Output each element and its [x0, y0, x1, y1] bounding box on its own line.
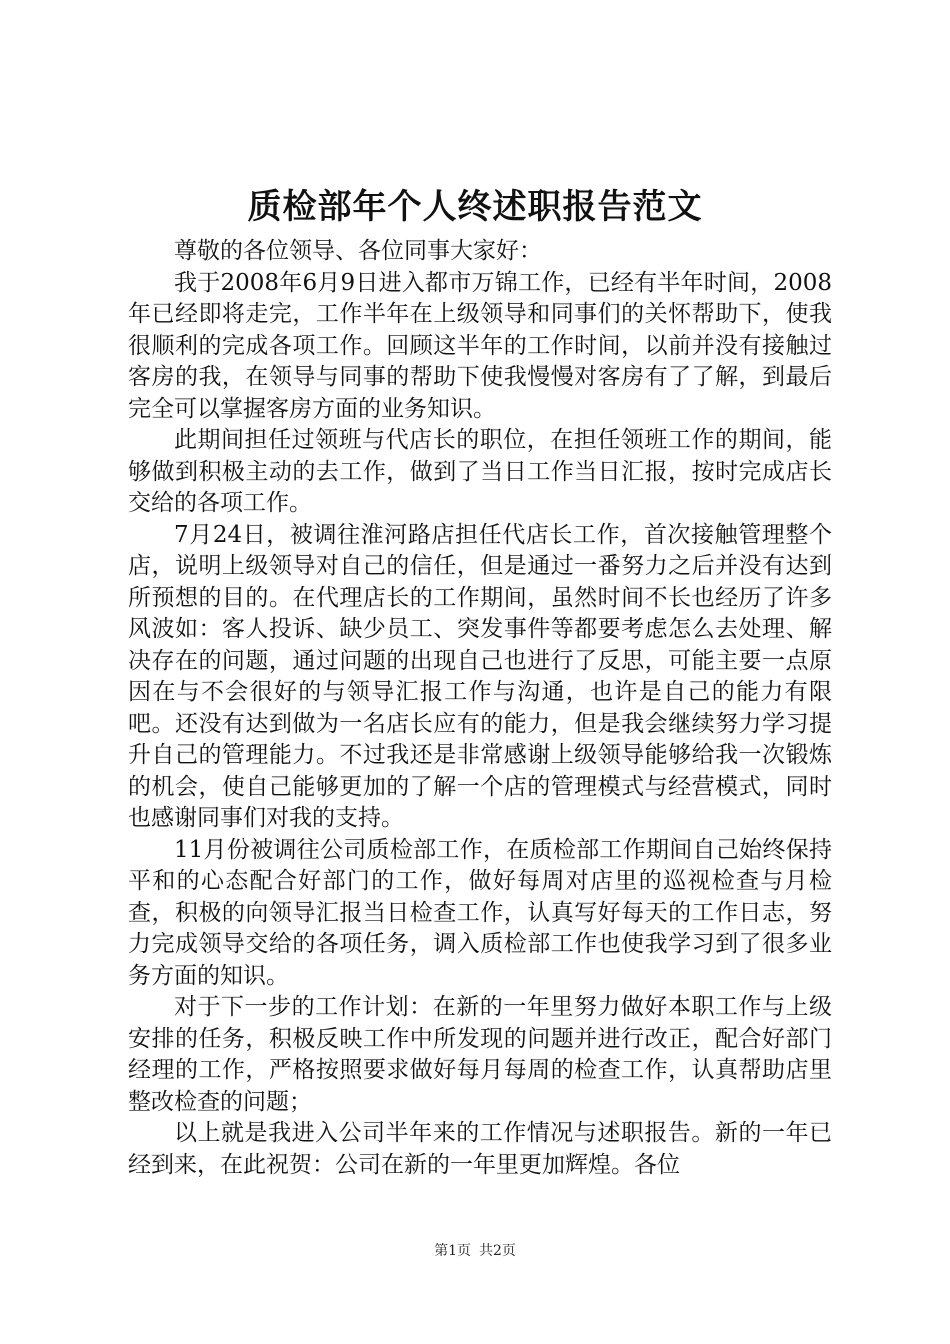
body-paragraph-plan: 对于下一步的工作计划：在新的一年里努力做好本职工作与上级安排的任务，积极反映工作中所发现的问题并进行改正，配合好部门经理的工作，严格按照要求做好每月每周的检查工作，认真帮助店里整改检查的问题； [128, 994, 832, 1115]
body-paragraph-quality-dept: 11月份被调往公司质检部工作，在质检部工作期间自己始终保持平和的心态配合好部门的工作，做好每周对店里的巡视检查与月检查，积极的向领导汇报当日检查工作，认真写好每天的工作日志，努力完成领导交给的各项任务，调入质检部工作也使我学习到了很多业务方面的知识。 [128, 836, 832, 989]
body-paragraph-closing: 以上就是我进入公司半年来的工作情况与述职报告。新的一年已经到来，在此祝贺：公司在新的一年里更加辉煌。各位 [128, 1120, 832, 1178]
body-paragraph-acting-manager: 7月24日，被调往淮河路店担任代店长工作，首次接触管理整个店，说明上级领导对自己的信任，但是通过一番努力之后并没有达到所预想的目的。在代理店长的工作期间，虽然时间不长也经历了许多风波如：客人投诉、缺少员工、突发事件等都要考虑怎么去处理、解决存在的问题，通过问题的出现自己也进行了反思，可能主要一点原因在与不会很好的与领导汇报工作与沟通，也许是自己的能力有限吧。还没有达到做为一名店长应有的能力，但是我会继续努力学习提升自己的管理能力。不过我还是非常感谢上级领导能够给我一次锻炼的机会，使自己能够更加的了解一个店的管理模式与经营模式，同时也感谢同事们对我的支持。 [128, 521, 832, 831]
greeting-paragraph: 尊敬的各位领导、各位同事大家好： [174, 238, 542, 264]
page-footer [0, 1241, 950, 1261]
document-body [128, 236, 832, 1181]
body-paragraph-intro: 我于2008年6月9日进入都市万锦工作，已经有半年时间，2008年已经即将走完，工作半年在上级领导和同事们的关怀帮助下，使我很顺利的完成各项工作。回顾这半年的工作时间，以前并没有接触过客房的我，在领导与同事的帮助下使我慢慢对客房有了了解，到最后完全可以掌握客房方面的业务知识。 [128, 269, 832, 422]
body-paragraph-role: 此期间担任过领班与代店长的职位，在担任领班工作的期间，能够做到积极主动的去工作，做到了当日工作当日汇报，按时完成店长交给的各项工作。 [128, 427, 832, 516]
page-total: 共2页 [479, 1243, 516, 1259]
document-title: 质检部年个人终述职报告范文 [247, 187, 703, 227]
page-number: 第1页 [434, 1243, 471, 1259]
